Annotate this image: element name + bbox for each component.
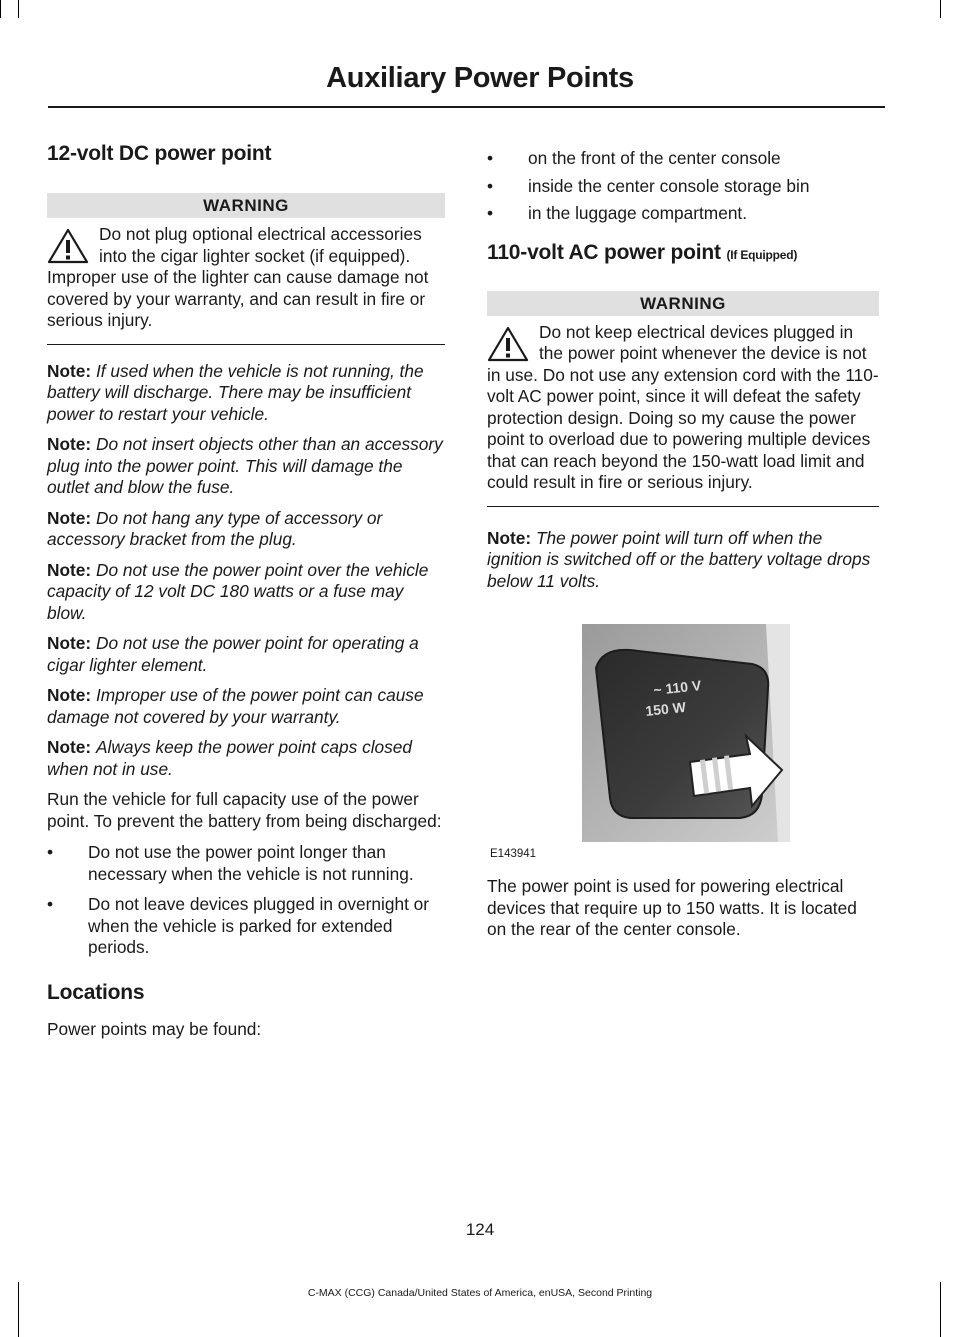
warning-label: WARNING [47, 193, 445, 218]
note-text: The power point will turn off when the ignition is switched off or the battery voltage drops below 11 volts. [487, 527, 871, 591]
power-outlet-cover-image [582, 624, 790, 842]
warning-box-110v [487, 291, 879, 507]
note-text: Do not use the power point over the vehicle capacity of 12 volt DC 180 watts or a fuse may blow. [47, 559, 429, 623]
warning-content [47, 224, 445, 345]
notes-list [47, 361, 445, 781]
warning-box-12v [47, 193, 445, 345]
section-heading-12v: 12-volt DC power point [47, 142, 272, 165]
note-label: Note: [47, 507, 92, 528]
note-item [47, 633, 445, 676]
note-text: Do not use the power point for operating a cigar lighter element. [47, 633, 419, 675]
bullet-item: • in the luggage compartment. [487, 203, 879, 225]
note-label: Note: [47, 434, 92, 454]
note-item [47, 434, 445, 499]
note-item [487, 528, 879, 593]
power-point-description: The power point is used for powering electrical devices that require up to 150 watts. It is located on the rear of the center console. [487, 876, 857, 939]
note-item [47, 560, 445, 625]
warning-triangle-icon [487, 326, 529, 362]
note-item [47, 361, 445, 426]
figure-code: E143941 [490, 848, 537, 860]
warning-text: Do not plug optional electrical accessories into the cigar lighter socket (if equipped). Improper use of the lighter can cause damage not covered by your warranty, and can result in fire or serious injury. [47, 224, 429, 330]
section-heading-110v [487, 241, 879, 265]
bullet-item: • Do not leave devices plugged in overnight or when the vehicle is parked for extended periods. [47, 894, 445, 959]
power-point-figure [487, 624, 879, 866]
note-label: Note: [487, 527, 532, 548]
note-text: If used when the vehicle is not running, the battery will discharge. There may be insufficient power to restart your vehicle. [47, 360, 424, 424]
left-column [47, 142, 445, 1040]
note-text: Do not insert objects other than an accessory plug into the power point. This will damage the outlet and blow the fuse. [47, 434, 443, 497]
voltage-label: ~ 110 V [652, 677, 702, 698]
note-item [47, 737, 445, 780]
crop-mark [940, 0, 941, 18]
page-number: 124 [465, 1220, 495, 1239]
right-column [487, 142, 879, 941]
page-footer: C-MAX (CCG) Canada/United States of America, enUSA, Second Printing [307, 1287, 653, 1299]
bullet-item: • inside the center console storage bin [487, 176, 879, 198]
run-vehicle-text: Run the vehicle for full capacity use of the power point. To prevent the battery from being discharged: [47, 789, 442, 831]
wattage-label: 150 W [644, 698, 687, 719]
note-item [47, 508, 445, 551]
note-text: Do not hang any type of accessory or accessory bracket from the plug. [47, 507, 383, 549]
warning-text: Do not keep electrical devices plugged in the power point whenever the device is not in use. Do not use any extension cord with the 110-volt AC power point, since it will defeat the safety protection design. Doing so my cause the power point to overload due to powering multiple devices that can reach beyond the 150-watt load limit and could result in fire or serious injury. [487, 321, 879, 492]
note-label: Note: [47, 559, 92, 580]
heading-suffix: (If Equipped) [726, 247, 798, 262]
note-item [47, 685, 445, 728]
bullet-item: • on the front of the center console [487, 148, 879, 170]
battery-bullets [47, 842, 445, 959]
note-label: Note: [47, 685, 92, 705]
note-text: Always keep the power point caps closed when not in use. [47, 737, 413, 779]
note-label: Note: [47, 737, 92, 757]
page-title: Auxiliary Power Points [326, 62, 634, 94]
warning-triangle-icon [47, 228, 89, 264]
crop-mark [0, 0, 1, 18]
header-divider [48, 106, 885, 108]
note-label: Note: [47, 633, 92, 653]
warning-content [487, 322, 879, 507]
warning-label: WARNING [487, 291, 879, 316]
locations-text: Power points may be found: [47, 1018, 262, 1039]
crop-mark [18, 0, 19, 18]
bullet-item: • Do not use the power point longer than necessary when the vehicle is not running. [47, 842, 445, 885]
locations-heading: Locations [47, 980, 145, 1004]
heading-text: 110-volt AC power point [487, 240, 721, 264]
note-text: Improper use of the power point can cause damage not covered by your warranty. [47, 685, 424, 727]
locations-bullets [487, 148, 879, 225]
note-label: Note: [47, 360, 92, 381]
